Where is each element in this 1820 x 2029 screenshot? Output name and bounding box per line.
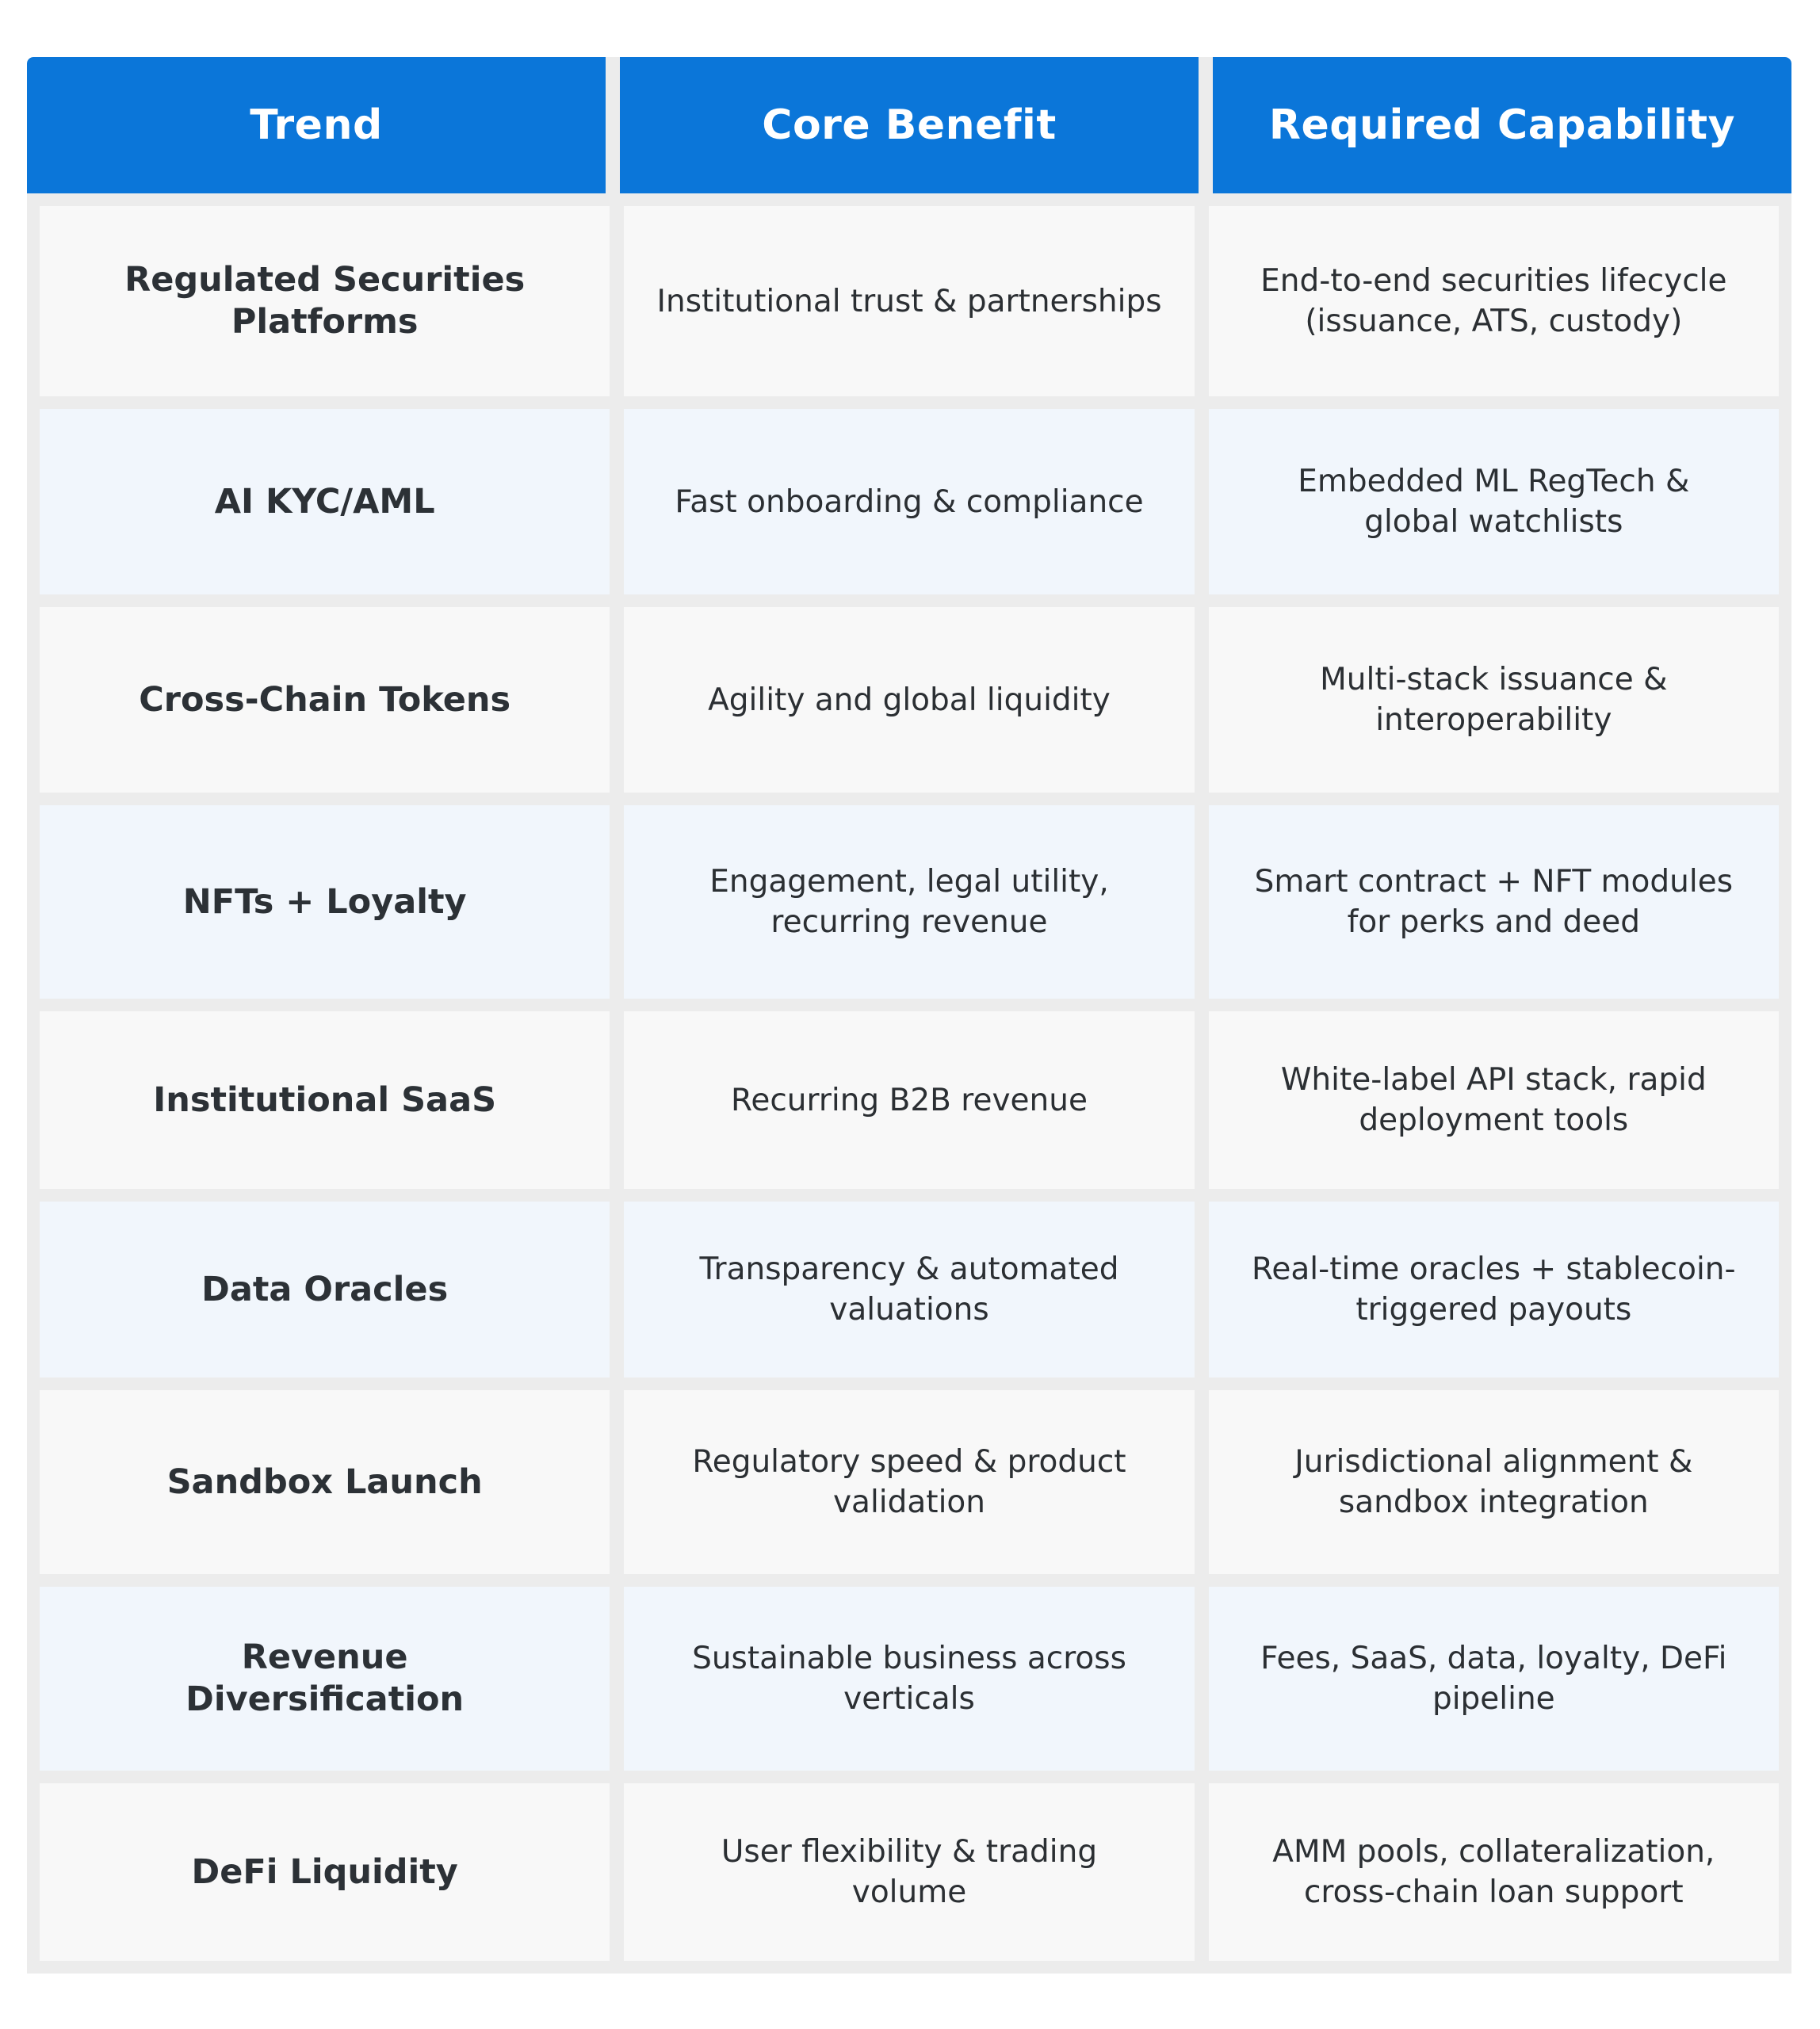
benefit-cell: Recurring B2B revenue	[624, 1011, 1194, 1189]
table-row	[40, 1783, 1779, 1961]
trend-cell: Data Oracles	[40, 1202, 610, 1378]
benefit-cell: Transparency & automated valuations	[624, 1202, 1194, 1378]
table-row	[40, 409, 1779, 594]
capability-cell: Smart contract + NFT modules for perks and deed	[1209, 805, 1779, 999]
table-row	[40, 805, 1779, 999]
capability-cell: Embedded ML RegTech & global watchlists	[1209, 409, 1779, 594]
header-trend: Trend	[27, 57, 606, 193]
trend-cell: NFTs + Loyalty	[40, 805, 610, 999]
trend-cell: AI KYC/AML	[40, 409, 610, 594]
trend-cell: Revenue Diversification	[40, 1587, 610, 1771]
table-row	[40, 206, 1779, 396]
capability-cell: Real-time oracles + stablecoin- triggered payouts	[1209, 1202, 1779, 1378]
benefit-cell: Institutional trust & partnerships	[624, 206, 1194, 396]
benefit-cell: Agility and global liquidity	[624, 607, 1194, 793]
capability-cell: White-label API stack, rapid deployment tools	[1209, 1011, 1779, 1189]
table-body	[40, 206, 1779, 1961]
header-required-capability: Required Capability	[1213, 57, 1791, 193]
trend-cell: DeFi Liquidity	[40, 1783, 610, 1961]
table-row	[40, 607, 1779, 793]
capability-cell: Jurisdictional alignment & sandbox integration	[1209, 1390, 1779, 1574]
table-row	[40, 1202, 1779, 1378]
capability-cell: End-to-end securities lifecycle (issuance, ATS, custody)	[1209, 206, 1779, 396]
capability-cell: Fees, SaaS, data, loyalty, DeFi pipeline	[1209, 1587, 1779, 1771]
benefit-cell: Sustainable business across verticals	[624, 1587, 1194, 1771]
trend-cell: Institutional SaaS	[40, 1011, 610, 1189]
table-row	[40, 1587, 1779, 1771]
capability-cell: AMM pools, collateralization, cross-chain loan support	[1209, 1783, 1779, 1961]
header-core-benefit: Core Benefit	[620, 57, 1199, 193]
table-row	[40, 1390, 1779, 1574]
trend-cell: Cross-Chain Tokens	[40, 607, 610, 793]
benefit-cell: Regulatory speed & product validation	[624, 1390, 1194, 1574]
capability-cell: Multi-stack issuance & interoperability	[1209, 607, 1779, 793]
trend-cell: Sandbox Launch	[40, 1390, 610, 1574]
benefit-cell: User flexibility & trading volume	[624, 1783, 1194, 1961]
comparison-table	[27, 57, 1791, 1974]
trend-cell: Regulated Securities Platforms	[40, 206, 610, 396]
table-header-row	[27, 57, 1791, 193]
benefit-cell: Engagement, legal utility, recurring revenue	[624, 805, 1194, 999]
benefit-cell: Fast onboarding & compliance	[624, 409, 1194, 594]
table-row	[40, 1011, 1779, 1189]
